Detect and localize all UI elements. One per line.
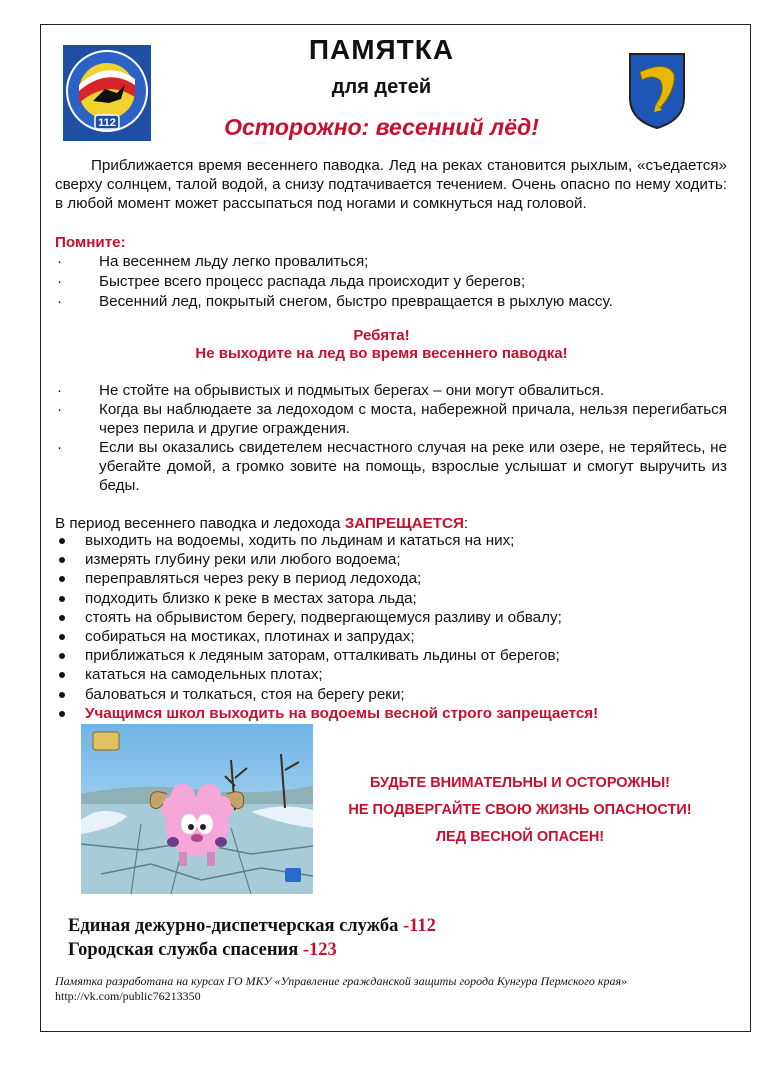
cartoon-illustration [81, 724, 313, 894]
bullet-icon [59, 672, 65, 678]
list-item: · Быстрее всего процесс распада льда происходит у берегов; [57, 273, 526, 290]
list-item: · Не стойте на обрывистых и подмытых берегах – они могут обвалиться. [57, 382, 605, 399]
contact-rescue: Городская служба спасения -123 [68, 940, 337, 960]
forbidden-keyword: ЗАПРЕЩАЕТСЯ [344, 515, 464, 532]
list-item: · Весенний лед, покрытый снегом, быстро превращается в рыхлую массу. [57, 293, 613, 310]
list-item: кататься на самодельных плотах; [55, 665, 727, 684]
list-item-warning: Учащимся школ выходить на водоемы весной строго запрещается! [55, 704, 727, 723]
phone-number: -123 [302, 940, 337, 960]
bullet-icon [59, 653, 65, 659]
list-item: выходить на водоемы, ходить по льдинам и кататься на них; [55, 531, 727, 550]
appeal-line-2: Не выходите на лед во время весеннего паводка! [195, 345, 568, 362]
bullet-dot: · [57, 439, 63, 456]
bullet-icon [59, 711, 65, 717]
footer-note: Памятка разработана на курсах ГО МКУ «Управление гражданской защиты города Кунгура Пермского края» [55, 974, 628, 988]
list-item: · Если вы оказались свидетелем несчастного случая на реке или озере, не теряйтесь, не убегайте домой, а громко зовите на помощь, взрослые услышат и смогут выручить из беды. [57, 439, 727, 494]
list-item: баловаться и толкаться, стоя на берегу реки; [55, 685, 727, 704]
contact-dispatch: Единая дежурно-диспетчерская служба -112 [68, 916, 436, 936]
list-item: · Когда вы наблюдаете за ледоходом с моста, набережной причала, нельзя перегибаться через перила и другие ограждения. [57, 401, 727, 437]
list-item: переправляться через реку в период ледохода; [55, 569, 727, 588]
document-subtitle: для детей [331, 76, 432, 98]
list-item: собираться на мостиках, плотинах и запрудах; [55, 627, 727, 646]
advice-list [55, 381, 727, 495]
forbidden-list [55, 531, 727, 723]
remember-heading: Помните: [55, 234, 126, 251]
bullet-icon [59, 615, 65, 621]
warning-line-3: ЛЕД ВЕСНОЙ ОПАСЕН! [435, 829, 605, 845]
footer-url: http://vk.com/public76213350 [55, 989, 201, 1003]
bullet-icon [59, 596, 65, 602]
list-item: стоять на обрывистом берегу, подвергающемуся разливу и обвалу; [55, 608, 727, 627]
bullet-icon [59, 538, 65, 544]
remember-list [55, 252, 727, 312]
headline: Осторожно: весенний лёд! [224, 114, 539, 140]
bullet-dot: · [57, 253, 63, 270]
list-item: приближаться к ледяным заторам, отталкивать льдины от берегов; [55, 646, 727, 665]
phone-number: -112 [402, 916, 436, 936]
document-title: ПАМЯТКА [308, 34, 455, 65]
bullet-dot: · [57, 401, 63, 418]
intro-paragraph: Приближается время весеннего паводка. Лед на реках становится рыхлым, «съедается» сверху солнцем, талой водой, а снизу подтачивается течением. Очень опасно по нему ходить: в любой момент может рассыпаться под ногами и сомкнуться над головой. [55, 157, 727, 212]
bullet-dot: · [57, 273, 63, 290]
list-item: подходить близко к реке в местах затора льда; [55, 589, 727, 608]
bullet-dot: · [57, 293, 63, 310]
svg-text:112: 112 [98, 117, 116, 129]
bullet-icon [59, 634, 65, 640]
warning-line-2: НЕ ПОДВЕРГАЙТЕ СВОЮ ЖИЗНЬ ОПАСНОСТИ! [348, 802, 692, 818]
bullet-dot: · [57, 382, 63, 399]
warning-line-1: БУДЬТЕ ВНИМАТЕЛЬНЫ И ОСТОРОЖНЫ! [370, 775, 670, 791]
bullet-icon [59, 576, 65, 582]
bullet-icon [59, 692, 65, 698]
list-item: · На весеннем льду легко провалиться; [57, 253, 369, 270]
forbidden-heading: В период весеннего паводка и ледохода ЗАПРЕЩАЕТСЯ: [55, 515, 469, 532]
appeal-line-1: Ребята! [353, 327, 410, 344]
bullet-icon [59, 557, 65, 563]
list-item: измерять глубину реки или любого водоема; [55, 550, 727, 569]
